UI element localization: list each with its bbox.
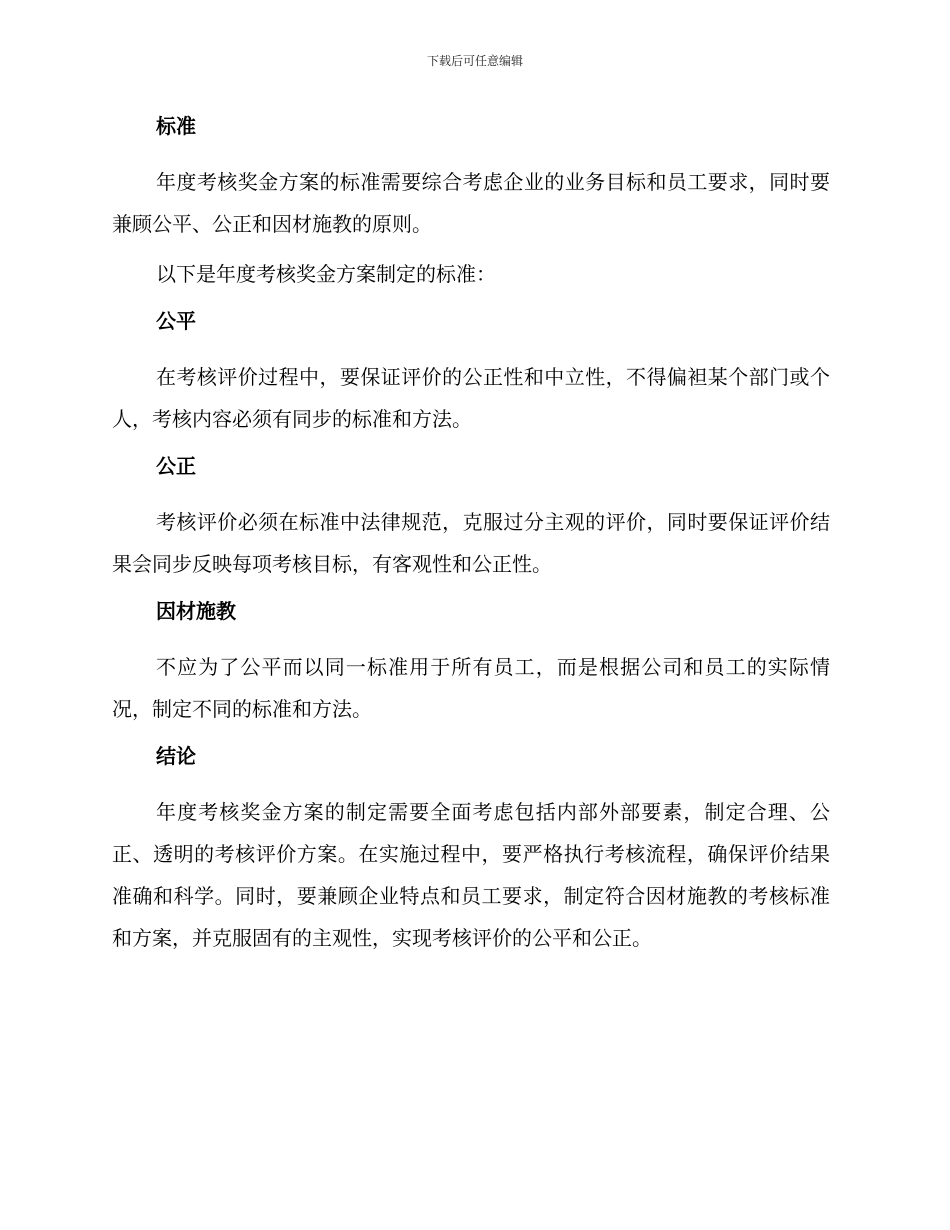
section-paragraph: 年度考核奖金方案的标准需要综合考虑企业的业务目标和员工要求，同时要兼顾公平、公正和因材施教的原则。: [112, 170, 830, 236]
section-conclusion: [112, 738, 830, 959]
section-paragraph: 以下是年度考核奖金方案制定的标准：: [156, 262, 496, 286]
document-body: [112, 108, 830, 959]
section-paragraph: 不应为了公平而以同一标准用于所有员工，而是根据公司和员工的实际情况，制定不同的标准和方法。: [112, 655, 830, 721]
section-heading: 标准: [156, 114, 196, 138]
section-paragraph: 考核评价必须在标准中法律规范，克服过分主观的评价，同时要保证评价结果会同步反映每项考核目标，有客观性和公正性。: [112, 510, 830, 576]
section-heading: 因材施教: [156, 599, 236, 623]
header-note: 下载后可任意编辑: [426, 54, 523, 68]
section-fairness: [112, 303, 830, 440]
section-individualized: [112, 593, 830, 730]
section-paragraph: 在考核评价过程中，要保证评价的公正性和中立性，不得偏袒某个部门或个人，考核内容必须有同步的标准和方法。: [112, 365, 830, 431]
section-heading: 公正: [156, 454, 196, 478]
section-heading: 公平: [156, 309, 196, 333]
section-justice: [112, 448, 830, 585]
section-heading: 结论: [156, 744, 196, 768]
section-standard: [112, 108, 830, 295]
section-paragraph: 年度考核奖金方案的制定需要全面考虑包括内部外部要素，制定合理、公正、透明的考核评价方案。在实施过程中，要严格执行考核流程，确保评价结果准确和科学。同时，要兼顾企业特点和员工要求，制定符合因材施教的考核标准和方案，并克服固有的主观性，实现考核评价的公平和公正。: [112, 800, 830, 950]
